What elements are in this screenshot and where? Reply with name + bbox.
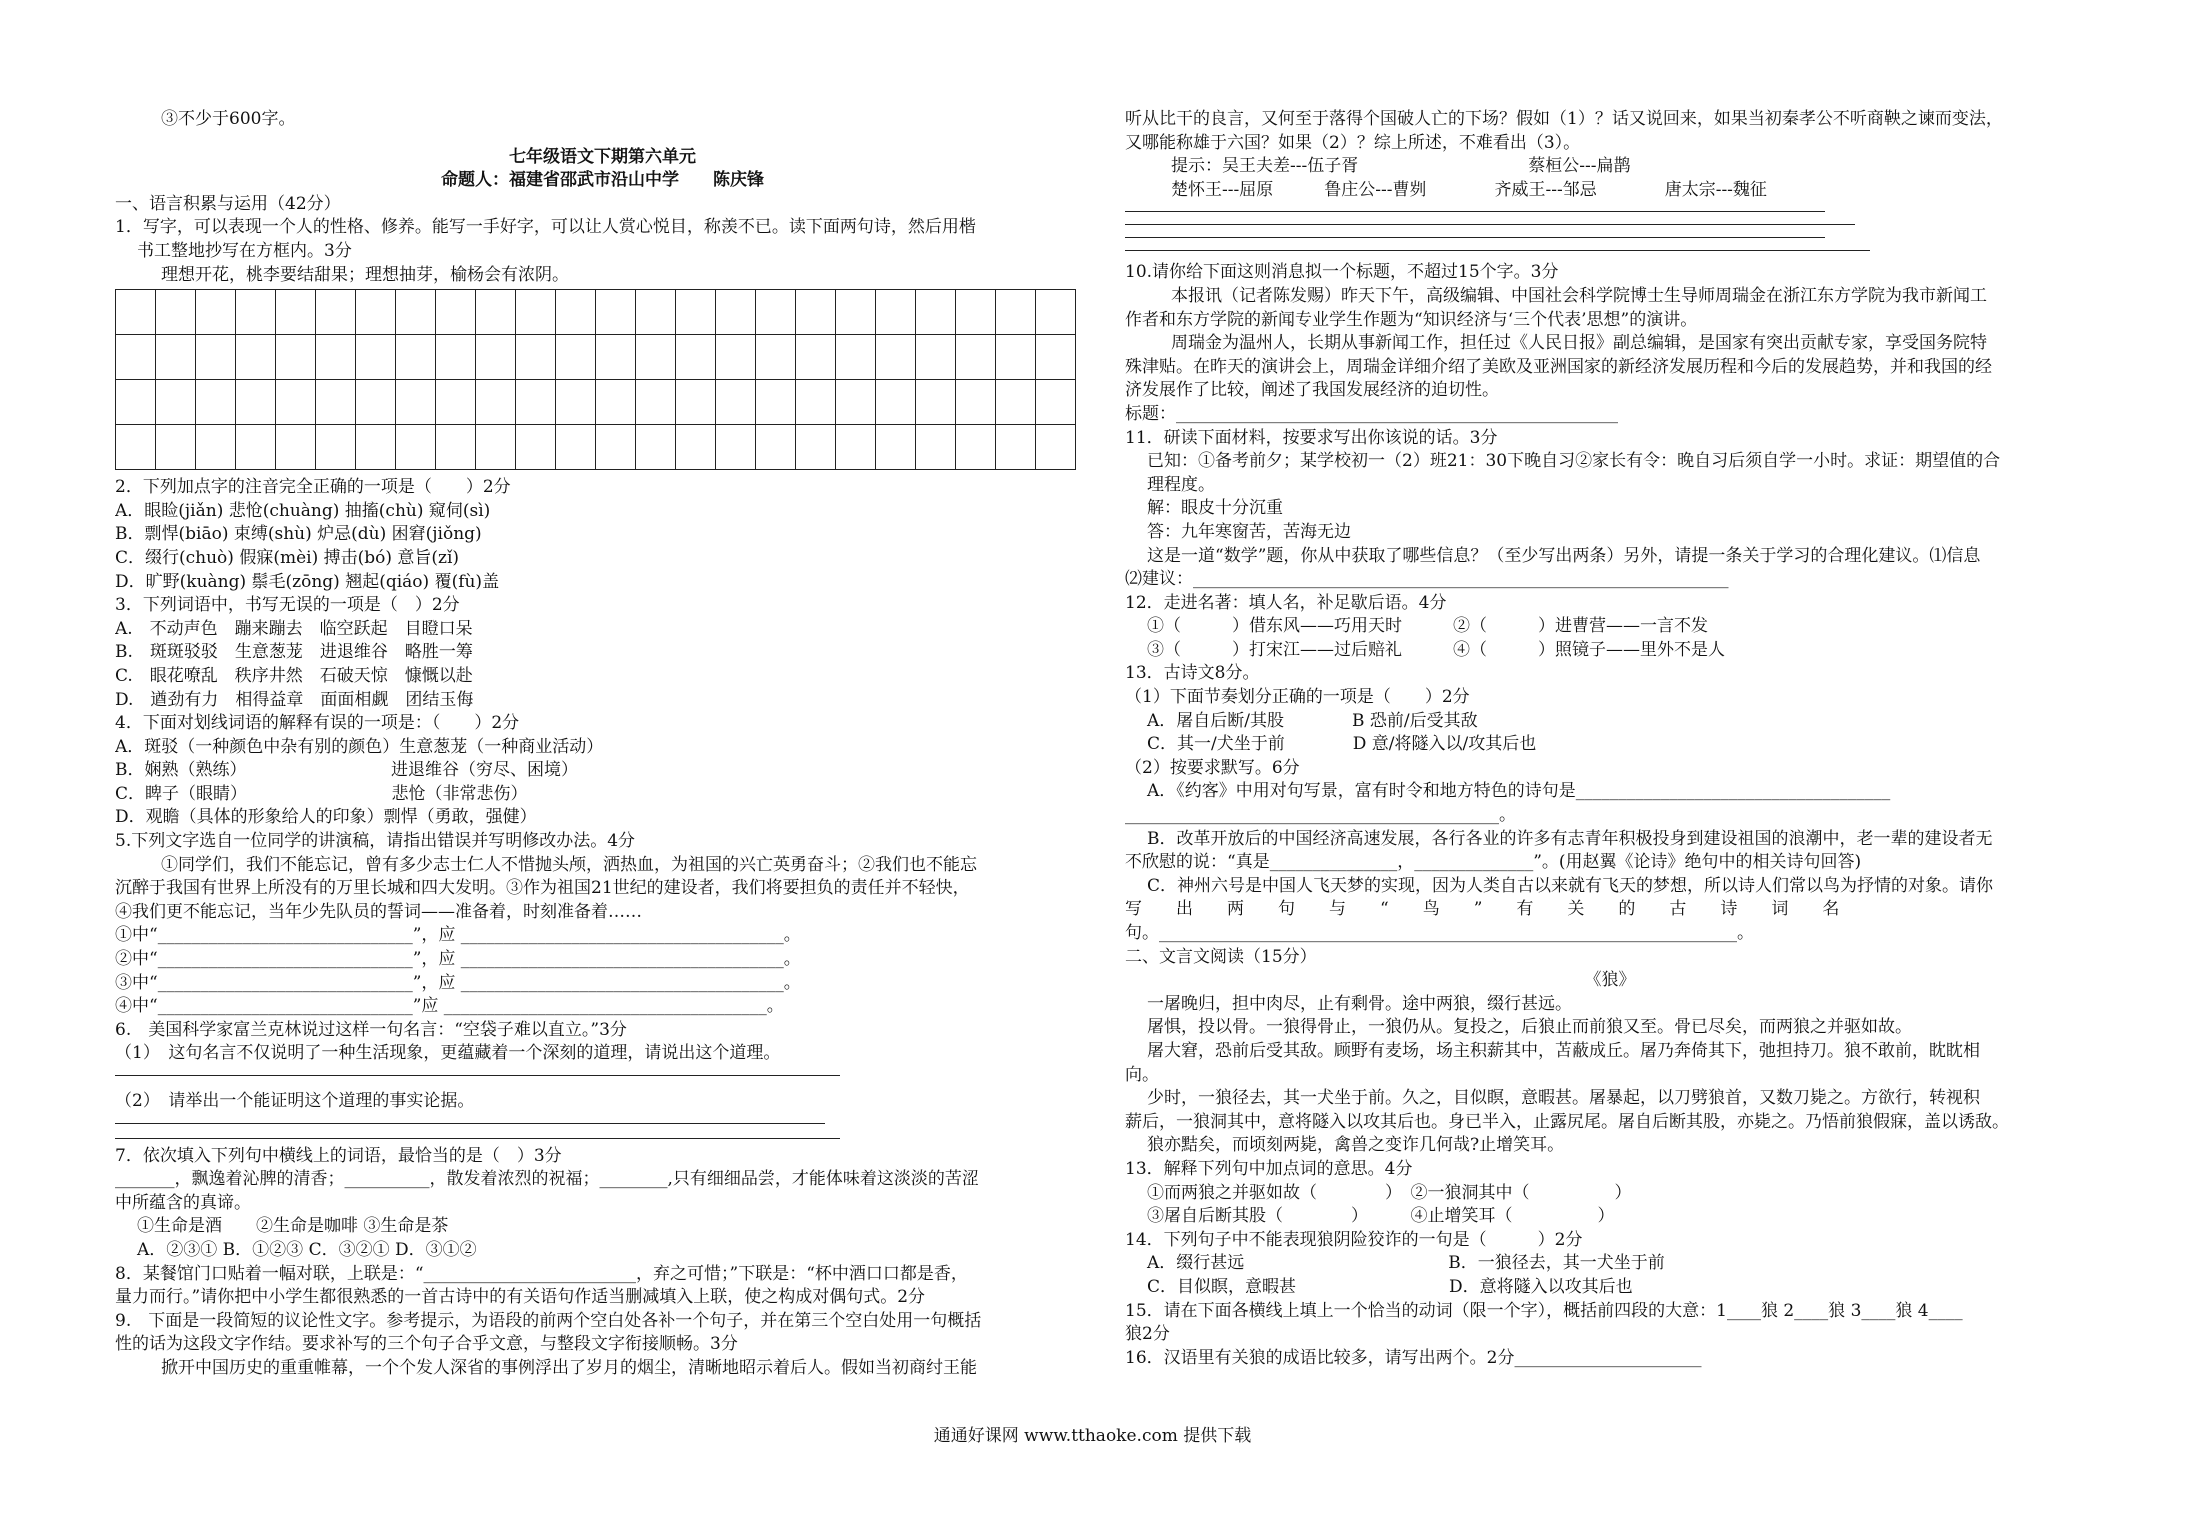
grid-cell[interactable] [276, 380, 316, 425]
grid-cell[interactable] [756, 335, 796, 380]
question-13-recite-c-cont: 写 出 两 句 与 “ 鸟 ” 有 关 的 古 诗 词 名 [1125, 899, 1840, 920]
question-2-option-b: B．剽悍(biāo) 束缚(shù) 炉忌(dù) 困窘(jiǒng) [115, 524, 482, 545]
grid-cell[interactable] [396, 425, 436, 470]
grid-cell[interactable] [876, 290, 916, 335]
right-column [1125, 108, 2095, 1370]
grid-cell[interactable] [636, 425, 676, 470]
grid-cell[interactable] [116, 425, 156, 470]
wolf-paragraph-2: 屠惧，投以骨。一狼得骨止，一狼仍从。复投之，后狼止而前狼又至。骨已尽矣，而两狼之并驱如故。 [1147, 1017, 1912, 1038]
grid-cell[interactable] [916, 290, 956, 335]
grid-cell[interactable] [556, 335, 596, 380]
question-3-option-b: B. 斑斑驳驳 生意葱茏 进退维谷 略胜一筹 [115, 642, 473, 663]
grid-cell[interactable] [436, 290, 476, 335]
question-4-option-b: B．娴熟（熟练） 进退维谷（穷尽、困境） [115, 760, 578, 781]
section-2-heading: 二、文言文阅读（15分） [1125, 946, 1317, 967]
question-9-hints: 提示：吴王夫差---伍子胥 蔡桓公---扁鹊 [1171, 156, 1631, 177]
grid-cell[interactable] [476, 335, 516, 380]
grid-cell[interactable] [156, 335, 196, 380]
grid-cell[interactable] [396, 335, 436, 380]
grid-cell[interactable] [956, 335, 996, 380]
grid-cell[interactable] [196, 425, 236, 470]
wolf-paragraph-5: 狼亦黠矣，而顷刻两毙，禽兽之变诈几何哉?止增笑耳。 [1147, 1135, 1565, 1156]
grid-cell[interactable] [396, 380, 436, 425]
question-10-news-2: 作者和东方学院的新闻专业学生作题为“知识经济与‘三个代表’思想”的演讲。 [1125, 309, 1698, 330]
grid-cell[interactable] [716, 380, 756, 425]
question-6-part-1: （1） 这句名言不仅说明了一种生活现象，更蕴藏着一个深刻的道理，请说出这个道理。 [115, 1043, 781, 1064]
top-note: ③不少于600字。 [161, 109, 296, 129]
question-11-given-2: 理程度。 [1147, 474, 1215, 495]
question-4-option-a: A．斑驳（一种颜色中杂有别的颜色）生意葱茏（一种商业活动） [115, 736, 604, 757]
grid-cell[interactable] [276, 290, 316, 335]
grid-cell[interactable] [116, 335, 156, 380]
question-10-news-5: 济发展作了比较，阐述了我国发展经济的迫切性。 [1125, 380, 1499, 401]
answer-line[interactable] [1125, 211, 1825, 212]
question-2-option-d: D．旷野(kuàng) 鬃毛(zōng) 翘起(qiáo) 覆(fù)盖 [115, 571, 500, 592]
question-2: 2．下列加点字的注音完全正确的一项是（ ）2分 [115, 477, 511, 498]
question-8: 8．某餐馆门口贴着一幅对联，上联是：“_________________________，弃之可惜；”下联是：“杯中酒口口都是香， [115, 1263, 968, 1284]
question-5-answer-3[interactable]: ③中“______________________________”，应 ______________________________________。 [115, 972, 801, 993]
grid-cell[interactable] [356, 380, 396, 425]
wolf-paragraph-3: 屠大窘，恐前后受其敌。顾野有麦场，场主积薪其中，苫蔽成丘。屠乃奔倚其下，弛担持刀。狼不敢前，眈眈相 [1147, 1040, 1980, 1061]
grid-cell[interactable] [116, 290, 156, 335]
grid-cell[interactable] [596, 425, 636, 470]
grid-cell[interactable] [916, 335, 956, 380]
grid-cell[interactable] [556, 290, 596, 335]
question-12-items-1[interactable]: ①（ ）借东风——巧用天时 ②（ ）进曹营——一言不发 [1147, 616, 1708, 637]
question-4: 4．下面对划线词语的解释有误的一项是：（ ）2分 [115, 713, 520, 734]
grid-cell[interactable] [516, 290, 556, 335]
footer-source: 通通好课网 www.tthaoke.com 提供下载 [933, 1426, 1252, 1446]
question-10-news-4: 殊津贴。在昨天的演讲会上，周瑞金详细介绍了美欧及亚洲国家的新经济发展历程和今后的发展趋势，并和我国的经 [1125, 356, 1992, 377]
grid-cell[interactable] [236, 290, 276, 335]
question-5-answer-2[interactable]: ②中“______________________________”，应 ______________________________________。 [115, 949, 801, 970]
question-4-option-d: D．观瞻（具体的形象给人的印象）剽悍（勇敢，强健） [115, 807, 537, 828]
grid-cell[interactable] [756, 380, 796, 425]
question-10: 10.请你给下面这则消息拟一个标题，不超过15个字。3分 [1125, 262, 1559, 283]
grid-cell[interactable] [596, 290, 636, 335]
grid-cell[interactable] [836, 290, 876, 335]
question-9-hints-2: 楚怀王---屈原 鲁庄公---曹刿 齐威王---邹忌 唐太宗---魏征 [1171, 179, 1767, 200]
question-13-vocab: 13．解释下列句中加点词的意思。4分 [1125, 1158, 1413, 1179]
question-13-part-1: （1）下面节奏划分正确的一项是（ ）2分 [1125, 687, 1470, 708]
question-4-option-c: C．睥子（眼睛） 悲怆（非常悲伤） [115, 783, 528, 804]
question-14-options-cd: C．目似瞑，意暇甚 D．意将隧入以攻其后也 [1147, 1276, 1633, 1297]
question-13-options-cd: C．其一/犬坐于前 D 意/将隧入以/攻其后也 [1147, 734, 1537, 755]
question-13-recite-c: C．神州六号是中国人飞天梦的实现，因为人类自古以来就有飞天的梦想，所以诗人们常以鸟为抒情的对象。请你 [1147, 875, 1994, 896]
grid-cell[interactable] [596, 335, 636, 380]
question-15-cont: 狼2分 [1125, 1324, 1170, 1345]
grid-cell[interactable] [676, 290, 716, 335]
grid-cell[interactable] [276, 425, 316, 470]
grid-cell[interactable] [796, 290, 836, 335]
grid-cell[interactable] [676, 335, 716, 380]
grid-cell[interactable] [636, 380, 676, 425]
grid-cell[interactable] [796, 425, 836, 470]
question-1-poem: 理想开花，桃李要结甜果；理想抽芽，榆杨会有浓阴。 [161, 264, 569, 285]
question-13: 13．古诗文8分。 [1125, 663, 1260, 684]
question-8-cont: 量力而行。”请你把中小学生都很熟悉的一首古诗中的有关语句作适当删减填入上联，使之构成对偶句式。2分 [115, 1287, 926, 1308]
section-1-heading: 一、语言积累与运用（42分） [115, 193, 341, 214]
grid-cell[interactable] [556, 425, 596, 470]
question-16[interactable]: 16．汉语里有关狼的成语比较多，请写出两个。2分______________________ [1125, 1347, 1702, 1368]
grid-cell[interactable] [796, 380, 836, 425]
grid-cell[interactable] [836, 425, 876, 470]
grid-cell[interactable] [1036, 380, 1076, 425]
wolf-paragraph-4-cont: 薪后，一狼洞其中，意将隧入以攻其后也。身已半入，止露尻尾。屠自后断其股，亦毙之。乃悟前狼假寐，盖以诱敌。 [1125, 1111, 2009, 1132]
question-14: 14．下列句子中不能表现狼阴险狡诈的一句是（ ）2分 [1125, 1229, 1583, 1250]
grid-cell[interactable] [876, 425, 916, 470]
grid-cell[interactable] [516, 335, 556, 380]
question-5: 5.下列文字选自一位同学的讲演稿，请指出错误并写明修改办法。4分 [115, 831, 636, 852]
question-11-solve: 解：眼皮十分沉重 [1147, 498, 1283, 519]
grid-cell[interactable] [316, 335, 356, 380]
question-5-answer-1[interactable]: ①中“______________________________”，应 ______________________________________。 [115, 925, 801, 946]
grid-cell[interactable] [1036, 290, 1076, 335]
grid-cell[interactable] [716, 425, 756, 470]
question-2-option-c: C．缀行(chuò) 假寐(mèi) 搏击(bó) 意旨(zǐ) [115, 547, 460, 568]
question-13-recite-c-line[interactable]: 句。____________________________________________________________________。 [1125, 923, 1754, 943]
question-13-part-2: （2）按要求默写。6分 [1125, 757, 1300, 778]
grid-cell[interactable] [716, 335, 756, 380]
question-3: 3．下列词语中，书写无误的一项是（ ）2分 [115, 595, 460, 616]
grid-cell[interactable] [436, 425, 476, 470]
question-12-items-2[interactable]: ③（ ）打宋江——过后赔礼 ④（ ）照镜子——里外不是人 [1147, 639, 1725, 660]
question-13-recite-a[interactable]: A．《约客》中用对句写景，富有时令和地方特色的诗句是_____________________________________ [1147, 781, 1891, 802]
question-7-options: A．②③① B．①②③ C．③②① D．③①② [137, 1239, 477, 1260]
question-7-text-2: 中所蕴含的真谛。 [115, 1192, 251, 1213]
question-1: 1．写字，可以表现一个人的性格、修养。能写一手好字，可以让人赏心悦目，称羡不已。读下面两句诗，然后用楷 [115, 217, 976, 238]
grid-cell[interactable] [516, 380, 556, 425]
grid-cell[interactable] [996, 335, 1036, 380]
question-13-recite-a-line[interactable]: ____________________________________________。 [1125, 805, 1516, 826]
answer-line[interactable] [1125, 224, 1855, 225]
grid-cell[interactable] [956, 425, 996, 470]
wolf-paragraph-1: 一屠晚归，担中肉尽，止有剩骨。途中两狼，缀行甚远。 [1147, 993, 1572, 1014]
grid-cell[interactable] [916, 425, 956, 470]
grid-cell[interactable] [876, 380, 916, 425]
question-9-passage-cont-2: 又哪能称雄于六国？如果（2）？综上所述，不难看出（3）。 [1125, 132, 1581, 153]
grid-cell[interactable] [156, 425, 196, 470]
grid-cell[interactable] [356, 290, 396, 335]
grid-cell[interactable] [636, 290, 676, 335]
wolf-paragraph-3-cont: 向。 [1125, 1064, 1159, 1085]
question-10-news-3: 周瑞金为温州人，长期从事新闻工作，担任过《人民日报》副总编辑，是国家有突出贡献专家，享受国务院特 [1171, 333, 1987, 354]
grid-cell[interactable] [316, 380, 356, 425]
grid-cell[interactable] [956, 290, 996, 335]
grid-cell[interactable] [196, 290, 236, 335]
question-9-passage-cont: 听从比干的良言，又何至于落得个国破人亡的下场？假如（1）？话又说回来，如果当初秦孝公不听商鞅之谏而变法， [1125, 109, 2003, 129]
question-5-answer-4[interactable]: ④中“______________________________”应 ______________________________________。 [115, 996, 784, 1017]
question-9-passage: 掀开中国历史的重重帷幕，一个个发人深省的事例浮出了岁月的烟尘，清晰地昭示着后人。假如当初商纣王能 [161, 1357, 977, 1378]
question-11: 11．研读下面材料，按要求写出你该说的话。3分 [1125, 427, 1498, 448]
grid-cell[interactable] [716, 290, 756, 335]
grid-cell[interactable] [636, 335, 676, 380]
grid-cell[interactable] [356, 425, 396, 470]
grid-cell[interactable] [996, 290, 1036, 335]
grid-cell[interactable] [356, 335, 396, 380]
grid-cell[interactable] [276, 335, 316, 380]
question-11-given: 已知：①备考前夕；某学校初一（2）班21：30下晚自习②家长有令：晚自习后须自学一小时。求证：期望值的合 [1147, 451, 2001, 472]
grid-cell[interactable] [836, 380, 876, 425]
question-3-option-d: D. 遒劲有力 相得益章 面面相觑 团结玉侮 [115, 689, 474, 710]
wolf-paragraph-4: 少时，一狼径去，其一犬坐于前。久之，目似瞑，意暇甚。屠暴起，以刀劈狼首，又数刀毙之。方欲行，转视积 [1147, 1088, 1980, 1109]
grid-cell[interactable] [956, 380, 996, 425]
question-7: 7．依次填入下列句中横线上的词语，最恰当的是（ ）3分 [115, 1145, 562, 1166]
grid-cell[interactable] [836, 335, 876, 380]
writing-grid[interactable] [115, 289, 1076, 470]
question-9-cont: 性的话为这段文字作结。要求补写的三个句子合乎文意，与整段文字衔接顺畅。3分 [115, 1334, 738, 1355]
question-13-vocab-2[interactable]: ③屠自后断其股（ ） ④止增笑耳（ ） [1147, 1206, 1615, 1227]
grid-cell[interactable] [1036, 425, 1076, 470]
question-6-part-2: （2） 请举出一个能证明这个道理的事实论据。 [115, 1091, 475, 1111]
wolf-title: 《狼》 [1584, 970, 1636, 991]
grid-cell[interactable] [396, 290, 436, 335]
grid-cell[interactable] [876, 335, 916, 380]
question-10-news: 本报讯（记者陈发赐）昨天下午，高级编辑、中国社会科学院博士生导师周瑞金在浙江东方学院为我市新闻工 [1171, 285, 1987, 306]
grid-cell[interactable] [116, 380, 156, 425]
grid-cell[interactable] [996, 425, 1036, 470]
question-9: 9. 下面是一段简短的议论性文字。参考提示，为语段的前两个空白处各补一个句子，并在第三个空白处用一句概括 [115, 1310, 982, 1331]
grid-cell[interactable] [756, 425, 796, 470]
grid-cell[interactable] [756, 290, 796, 335]
grid-cell[interactable] [556, 380, 596, 425]
question-12: 12．走进名著：填人名，补足歇后语。4分 [1125, 592, 1447, 613]
answer-line[interactable] [115, 1123, 825, 1124]
question-13-options-ab: A．屠自后断/其股 B 恐前/后受其敌 [1147, 710, 1478, 731]
grid-cell[interactable] [476, 380, 516, 425]
grid-cell[interactable] [596, 380, 636, 425]
question-15[interactable]: 15．请在下面各横线上填上一个恰当的动词（限一个字），概括前四段的大意：1____狼 2____狼 3____狼 4____ [1125, 1300, 1963, 1321]
question-11-prompt: 这是一道“数学”题，你从中获取了哪些信息？（至少写出两条）另外，请提一条关于学习的合理化建议。⑴信息 [1147, 545, 1981, 566]
grid-cell[interactable] [916, 380, 956, 425]
grid-cell[interactable] [796, 335, 836, 380]
question-11-answer: 答：九年寒窗苦，苦海无边 [1147, 521, 1351, 542]
grid-cell[interactable] [196, 335, 236, 380]
exam-author: 命题人：福建省邵武市沿山中学 陈庆锋 [441, 170, 764, 191]
grid-cell[interactable] [196, 380, 236, 425]
grid-cell[interactable] [316, 425, 356, 470]
grid-cell[interactable] [436, 380, 476, 425]
grid-cell[interactable] [676, 380, 716, 425]
question-3-option-c: C. 眼花嘹乱 秩序井然 石破天惊 慷慨以赴 [115, 665, 473, 686]
exam-title: 七年级语文下期第六单元 [509, 146, 696, 167]
question-2-option-a: A．眼睑(jiǎn) 悲怆(chuàng) 抽搐(chù) 窥伺(sì) [115, 500, 491, 521]
question-14-options-ab: A．缀行甚远 B．一狼径去，其一犬坐于前 [1147, 1253, 1665, 1274]
question-13-vocab-1[interactable]: ①而两狼之并驱如故（ ） ②一狼洞其中（ ） [1147, 1182, 1632, 1203]
question-11-suggestion-field[interactable]: ⑵建议：_______________________________________________________________ [1125, 569, 1729, 590]
question-13-recite-b: B．改革开放后的中国经济高速发展，各行各业的许多有志青年积极投身到建设祖国的浪潮中，老一辈的建设者无 [1147, 828, 1993, 849]
grid-cell[interactable] [436, 335, 476, 380]
question-13-recite-b-cont[interactable]: 不欣慰的说：“真是_______________，______________”。(用赵翼《论诗》绝句中的相关诗句回答) [1125, 852, 1862, 873]
question-6: 6. 美国科学家富兰克林说过这样一句名言：“空袋子难以直立。”3分 [115, 1019, 627, 1040]
grid-cell[interactable] [156, 290, 196, 335]
grid-cell[interactable] [236, 425, 276, 470]
question-5-text-2: 沉醉于我国有世界上所没有的万里长城和四大发明。③作为祖国21世纪的建设者，我们将要担负的责任并不轻快， [115, 878, 970, 899]
grid-cell[interactable] [516, 425, 556, 470]
question-3-option-a: A. 不动声色 蹦来蹦去 临空跃起 目瞪口呆 [115, 618, 473, 639]
grid-cell[interactable] [156, 380, 196, 425]
question-1-cont: 书工整地抄写在方框内。3分 [137, 240, 352, 261]
grid-cell[interactable] [1036, 335, 1076, 380]
grid-cell[interactable] [236, 380, 276, 425]
question-7-choices: ①生命是酒 ②生命是咖啡 ③生命是茶 [137, 1216, 449, 1237]
question-7-text: _______，飘逸着沁脾的清香；__________，散发着浓烈的祝福；________,只有细细品尝，才能体味着这淡淡的苦涩 [115, 1169, 979, 1190]
grid-cell[interactable] [476, 425, 516, 470]
left-column [115, 108, 1090, 1381]
answer-line[interactable] [1125, 237, 1825, 238]
question-5-text-3: ④我们更不能忘记，当年少先队员的誓词——准备着，时刻准备着…… [115, 901, 642, 922]
question-5-text: ①同学们，我们不能忘记，曾有多少志士仁人不惜抛头颅，洒热血，为祖国的兴亡英勇奋斗；②我们也不能忘 [161, 854, 977, 875]
grid-cell[interactable] [996, 380, 1036, 425]
grid-cell[interactable] [676, 425, 716, 470]
grid-cell[interactable] [316, 290, 356, 335]
grid-cell[interactable] [236, 335, 276, 380]
question-10-title-field[interactable]: 标题：____________________________________________________ [1125, 403, 1618, 424]
grid-cell[interactable] [476, 290, 516, 335]
